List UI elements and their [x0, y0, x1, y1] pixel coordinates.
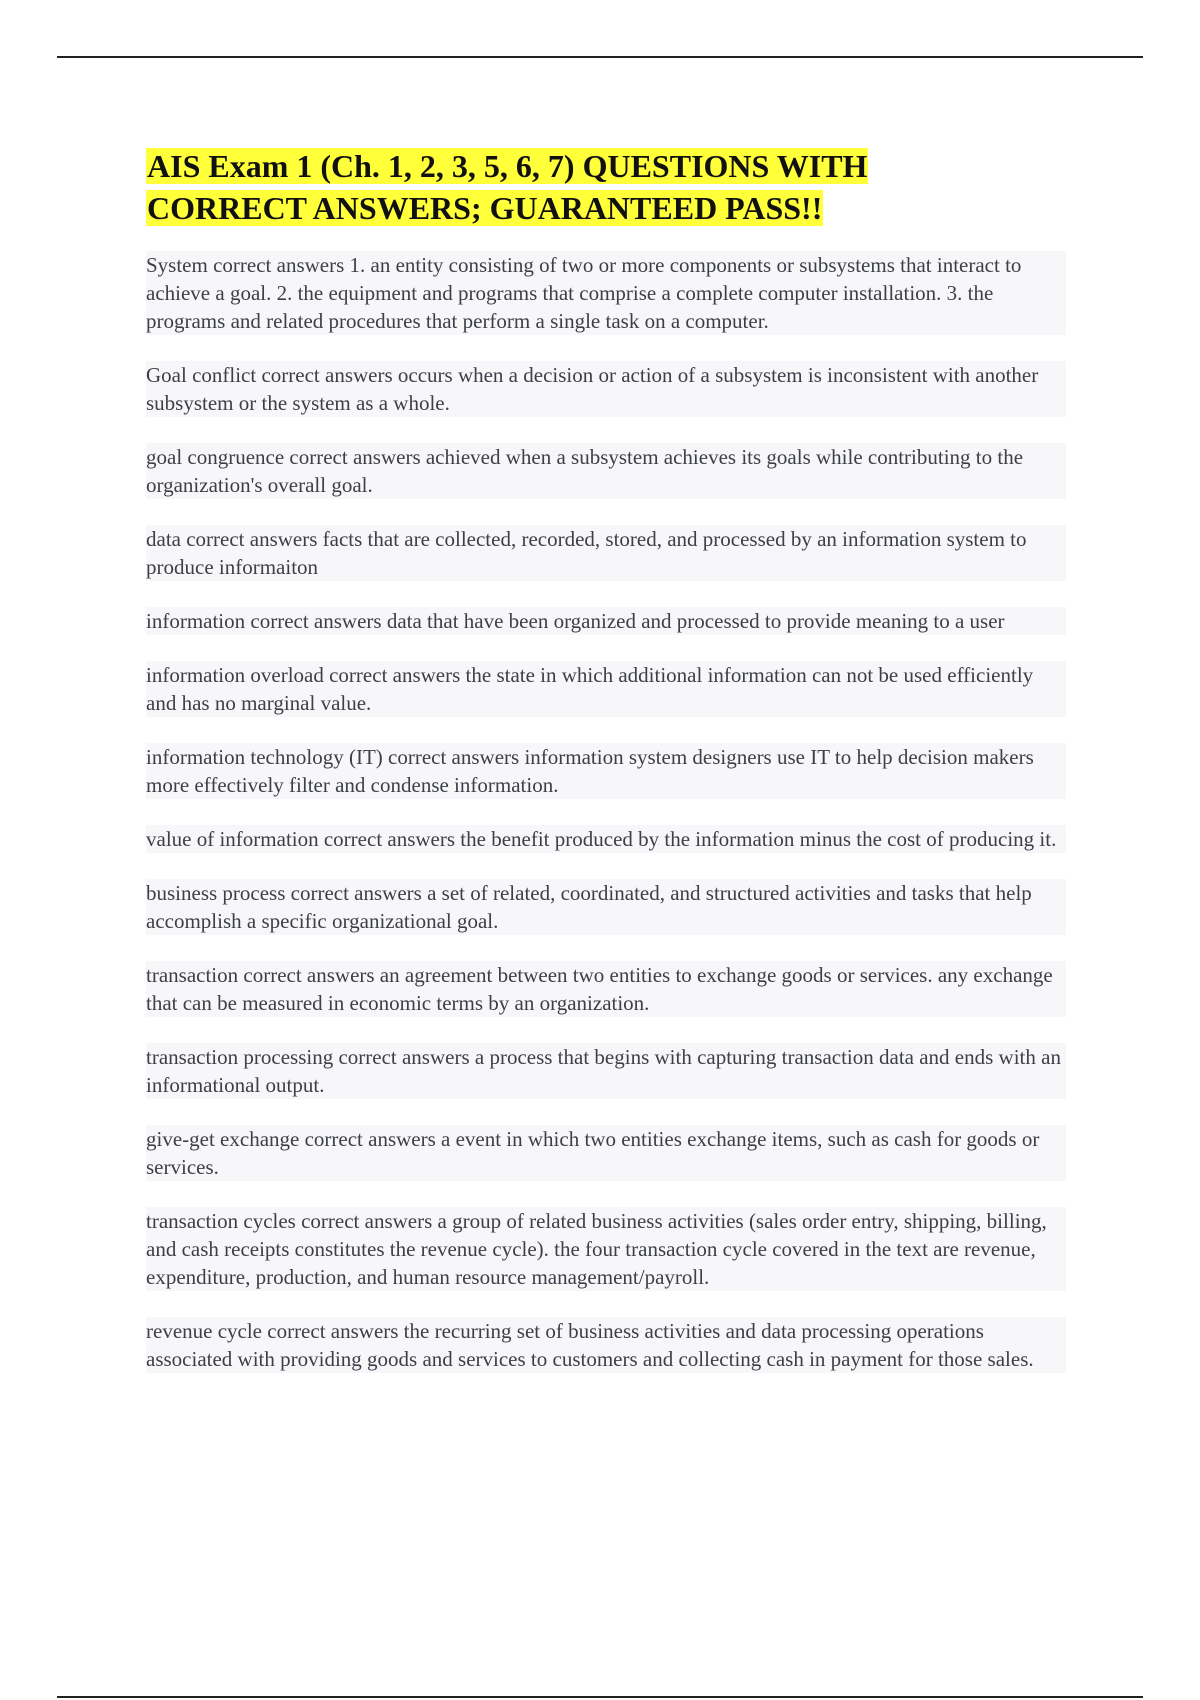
qa-entry-information: information correct answers data that have been organized and processed to provide meaning to a user: [146, 607, 1066, 635]
qa-entry-transaction-cycles: transaction cycles correct answers a group of related business activities (sales order entry, shipping, billing, and cash receipts constitutes the revenue cycle). the four transaction cycle covered in the text are revenue, expenditure, production, and human resource management/payroll.: [146, 1207, 1066, 1291]
document-body: [146, 145, 1066, 1399]
qa-entry-information-technology: information technology (IT) correct answers information system designers use IT to help decision makers more effectively filter and condense information.: [146, 743, 1066, 799]
qa-entry-transaction-processing: transaction processing correct answers a process that begins with capturing transaction data and ends with an informational output.: [146, 1043, 1066, 1099]
qa-entry-give-get-exchange: give-get exchange correct answers a event in which two entities exchange items, such as cash for goods or services.: [146, 1125, 1066, 1181]
qa-entry-value-of-information: value of information correct answers the benefit produced by the information minus the cost of producing it.: [146, 825, 1066, 853]
qa-entry-revenue-cycle: revenue cycle correct answers the recurring set of business activities and data processing operations associated with providing goods and services to customers and collecting cash in payment for those sales.: [146, 1317, 1066, 1373]
top-divider: [57, 56, 1143, 58]
qa-entry-information-overload: information overload correct answers the state in which additional information can not be used efficiently and has no marginal value.: [146, 661, 1066, 717]
qa-entry-goal-conflict: Goal conflict correct answers occurs when a decision or action of a subsystem is inconsistent with another subsystem or the system as a whole.: [146, 361, 1066, 417]
qa-entry-goal-congruence: goal congruence correct answers achieved when a subsystem achieves its goals while contributing to the organization's overall goal.: [146, 443, 1066, 499]
qa-entry-transaction: transaction correct answers an agreement between two entities to exchange goods or services. any exchange that can be measured in economic terms by an organization.: [146, 961, 1066, 1017]
bottom-divider: [57, 1696, 1143, 1698]
document-title: [146, 145, 1006, 229]
title-highlight: AIS Exam 1 (Ch. 1, 2, 3, 5, 6, 7) QUESTIONS WITH CORRECT ANSWERS; GUARANTEED PASS!!: [147, 148, 868, 226]
qa-entry-system: System correct answers 1. an entity consisting of two or more components or subsystems that interact to achieve a goal. 2. the equipment and programs that comprise a complete computer installation. 3. the programs and related procedures that perform a single task on a computer.: [146, 251, 1066, 335]
qa-entry-data: data correct answers facts that are collected, recorded, stored, and processed by an information system to produce informaiton: [146, 525, 1066, 581]
qa-entry-business-process: business process correct answers a set of related, coordinated, and structured activities and tasks that help accomplish a specific organizational goal.: [146, 879, 1066, 935]
